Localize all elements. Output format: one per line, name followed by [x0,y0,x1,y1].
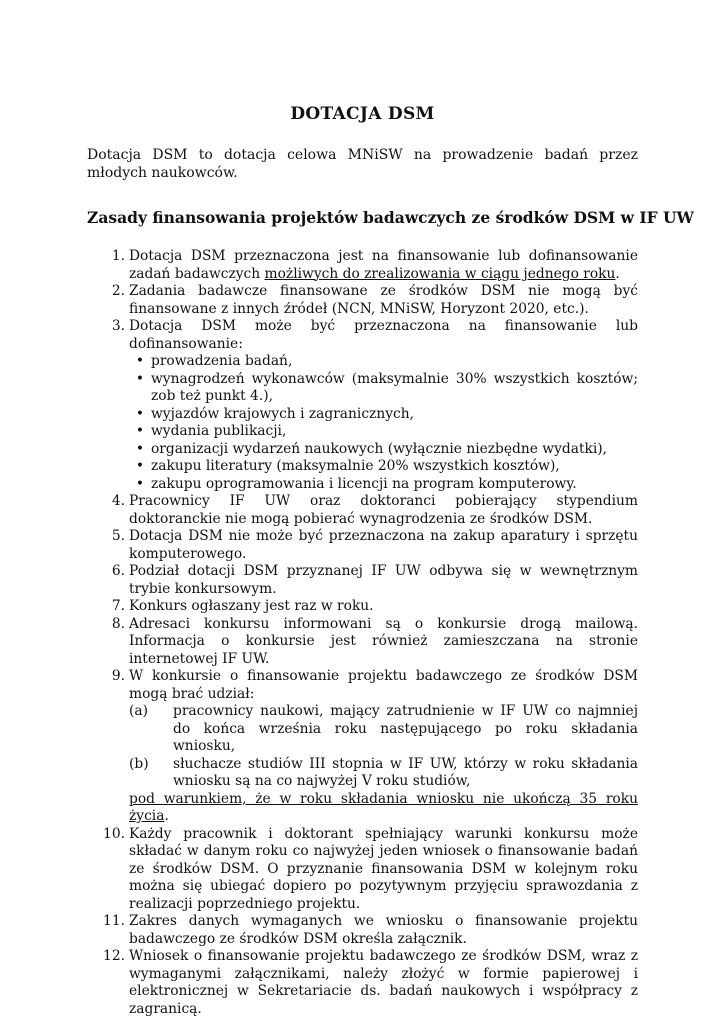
bullet-text: organizacji wydarzeń naukowych (wyłącznie niezbędne wydatki), [151,440,608,457]
bullet-icon: • [135,440,145,457]
item-number: 5. [111,528,125,544]
item-number: 10. [103,825,125,842]
bullet-icon: • [135,423,145,439]
bullet-text: zakupu literatury (maksymalnie 20% wszystkich kosztów), [151,458,560,474]
bullet-icon: • [135,353,145,369]
list-item [87,616,638,669]
bullet-icon: • [135,405,145,422]
item-text: W konkursie o finansowanie projektu badawczego ze środków DSM mogą brać udział: [129,668,638,702]
condition-line [129,791,638,826]
item-number: 7. [111,598,125,614]
page-title: DOTACJA DSM [290,104,435,124]
condition-text: pod warunkiem, że w roku składania wniosku nie ukończą 35 roku życia [129,790,638,824]
list-item [87,248,638,283]
rules-list [87,248,638,1018]
item-text: Podział dotacji DSM przyznanej IF UW odbywa się w wewnętrznym trybie konkursowym. [129,563,638,597]
sub-item [129,756,638,791]
bullet-text: wynagrodzeń wykonawców (maksymalnie 30% wszystkich kosztów; zob też punkt 4.), [151,370,638,404]
item-text-part: Dotacja DSM przeznaczona jest na finansowanie lub dofinansowanie zadań badawczych [129,248,638,282]
bullet-text: zakupu oprogramowania i licencji na program komputerowy. [151,475,577,492]
bullet-icon: • [135,370,145,387]
bullet-icon: • [135,458,145,474]
item-number: 6. [111,563,125,579]
item-text: Konkurs ogłaszany jest raz w roku. [129,598,374,614]
item-text-part: . [615,265,620,282]
item-number: 2. [111,283,125,299]
item-number: 12. [103,948,125,964]
sub-item-text [151,703,638,756]
list-item [87,826,638,914]
bullet-item [129,406,638,424]
list-item [87,913,638,948]
bullet-item [129,353,638,371]
bullet-item [129,458,638,476]
intro-paragraph: Dotacja DSM to dotacja celowa MNiSW na prowadzenie badań przez młodych naukowców. [87,147,638,181]
list-item [87,318,638,493]
bullet-text: wydania publikacji, [151,423,287,439]
condition-end: . [164,808,169,824]
section-heading: Zasady finansowania projektów badawczych ze środków DSM w IF UW [87,208,694,227]
list-item [87,598,638,616]
sub-item-label: (b) [129,755,149,772]
item-text: Zadania badawcze finansowane ze środków DSM nie mogą być finansowane z innych źródeł (NCN, MNiSW, Horyzont 2020, etc.). [129,283,638,317]
item-text: Adresaci konkursu informowani są o konkursie drogą mailową. Informacja o konkursie jest również zamieszczana na stronie internetowej IF UW. [129,615,638,667]
item-number: 8. [111,615,125,632]
item-text [129,248,638,283]
item-text: Pracownicy IF UW oraz doktoranci pobierający stypendium doktoranckie nie mogą pobierać wynagrodzenia ze środków DSM. [129,493,638,527]
list-item [87,668,638,826]
bullet-item [129,476,638,494]
list-item [87,283,638,318]
bullet-item [129,371,638,406]
item-number: 9. [111,668,125,684]
list-item [87,563,638,598]
item-text: Wniosek o finansowanie projektu badawczego ze środków DSM, wraz z wymaganymi załącznikami, należy złożyć w formie papierowej i elektronicznej w Sekretariacie ds. badań naukowych i współpracy z zagranicą. [129,948,638,1017]
item-text: Dotacja DSM może być przeznaczona na finansowanie lub dofinansowanie: [129,318,638,352]
list-item [87,948,638,1018]
item-number: 3. [111,318,125,334]
sub-item [129,703,638,756]
sub-item-label: (a) [129,703,148,719]
bullet-text: prowadzenia badań, [151,353,293,369]
item-text: Dotacja DSM nie może być przeznaczona na zakup aparatury i sprzętu komputerowego. [129,528,638,562]
bullet-item [129,423,638,441]
item-number: 1. [111,248,125,264]
item-body [129,668,638,826]
item-body [129,318,638,493]
bullet-list [129,353,638,493]
sub-item-text-content: pracownicy naukowi, mający zatrudnienie w IF UW co najmniej do końca września roku następującego po roku składania wniosku, [173,703,638,754]
list-item [87,493,638,528]
item-text: Każdy pracownik i doktorant spełniający warunki konkursu może składać w danym roku co najwyżej jeden wniosek o finansowanie badań ze środków DSM. O przyznanie finansowania DSM w kolejnym roku można się ubiegać dopiero po pozytywnym przyjęciu sprawozdania z realizacji poprzedniego projektu. [129,825,638,912]
bullet-text: wyjazdów krajowych i zagranicznych, [151,405,414,422]
underlined-text: możliwych do zrealizowania w ciągu jednego roku [264,265,616,282]
item-text: Zakres danych wymaganych we wniosku o finansowanie projektu badawczego ze środków DSM określa załącznik. [129,913,638,947]
sub-item-text-content: słuchacze studiów III stopnia w IF UW, którzy w roku składania wniosku są na co najwyżej V roku studiów, [173,755,638,789]
sub-item-text [151,756,638,791]
item-number: 11. [103,913,125,929]
item-number: 4. [111,493,125,509]
bullet-item [129,441,638,459]
list-item [87,528,638,563]
bullet-icon: • [135,475,145,492]
